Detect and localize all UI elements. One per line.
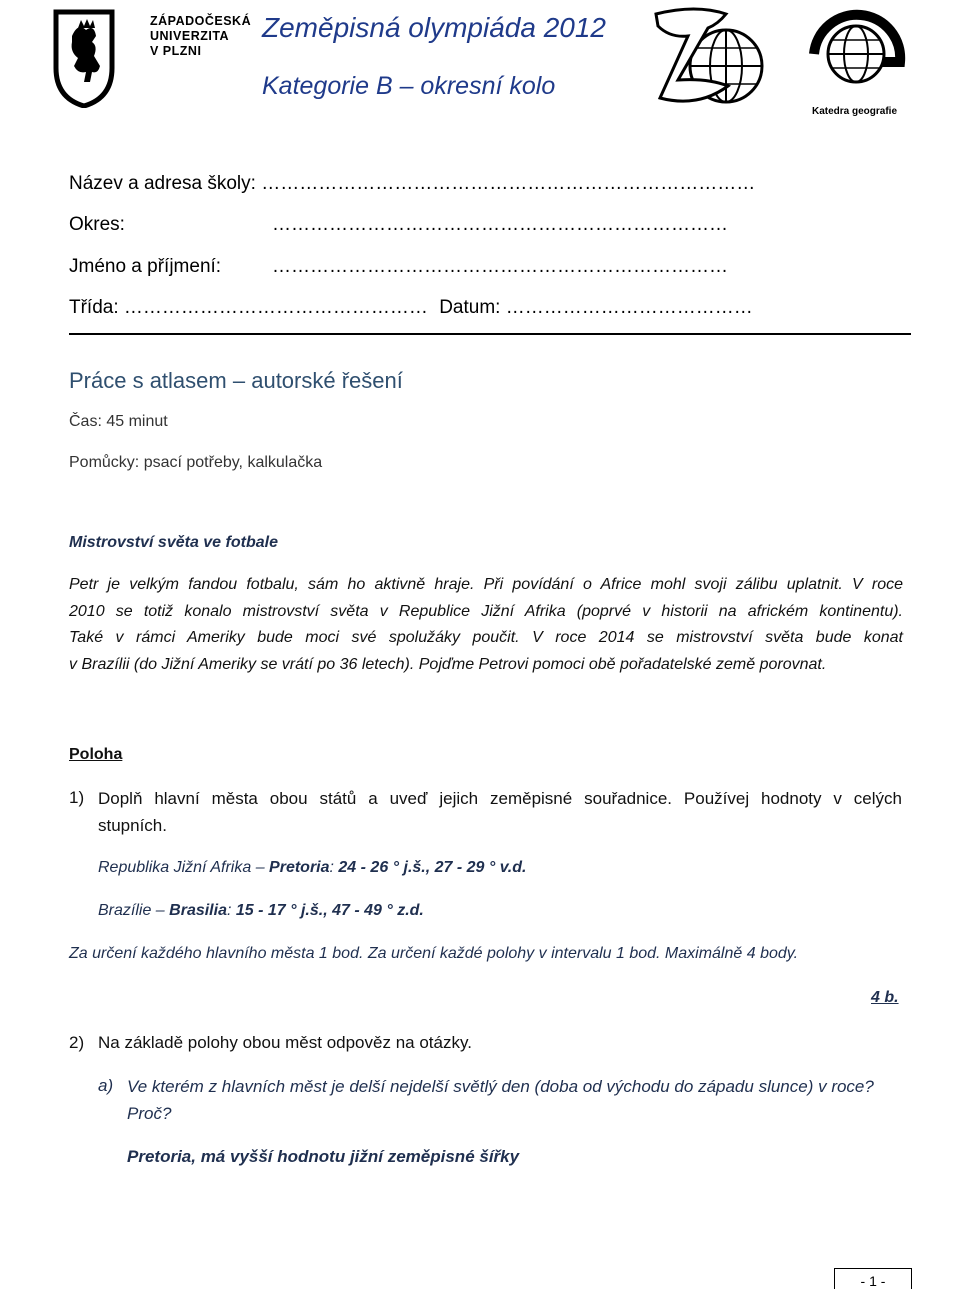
district-field[interactable] [69, 214, 125, 236]
question-2a-label: a) [98, 1076, 114, 1095]
intro-line: Petr je velkým fandou fotbalu, sám ho aktivně hraje. Při povídání o Africe mohl svoji zálibu uplatnit. V roce [69, 576, 903, 593]
university-logo [52, 8, 252, 112]
university-name-line: ZÁPADOČESKÁ [150, 14, 252, 28]
district-dots: ……………………………………………………………… [272, 214, 728, 235]
class-dots: ………………………………………… [123, 297, 428, 318]
rsa-colon: : [329, 859, 339, 876]
question-2a-line: Proč? [127, 1104, 172, 1123]
university-name-line: UNIVERZITA [150, 29, 230, 43]
points-badge: 4 b. [871, 989, 899, 1006]
rsa-capital: Pretoria [269, 859, 330, 876]
olympiad-logo [646, 4, 772, 122]
brazil-capital: Brasilia [169, 902, 227, 919]
olympiad-globe-icon [646, 4, 772, 122]
katedra-logo [804, 4, 912, 122]
question-2a-text [127, 1073, 907, 1127]
district-label: Okres: [69, 214, 125, 235]
school-field[interactable] [69, 173, 755, 195]
rsa-answer [98, 855, 526, 882]
time-info: Čas: 45 minut [69, 413, 168, 430]
heading-dash: – [232, 368, 252, 393]
page-number: - 1 - [860, 1273, 886, 1289]
university-crest-icon [52, 8, 116, 108]
name-dots: ……………………………………………………………… [272, 256, 728, 277]
page-title: Zeměpisná olympiáda 2012 [262, 12, 606, 43]
question-1-number: 1) [69, 788, 85, 807]
brazil-colon: : [226, 902, 236, 919]
question-2a-line: Ve kterém z hlavních měst je delší nejdelší světlý den (doba od východu do západu slunce) v roce? [127, 1077, 874, 1096]
intro-line: 2010 se totiž konalo mistrovství světa v Republice Jižní Afrika (poprvé v historii na africkém kontinentu). [69, 602, 903, 620]
question-2-text: Na základě polohy obou měst odpověz na otázky. [98, 1033, 472, 1052]
scoring-note: Za určení každého hlavního města 1 bod. Za určení každé polohy v intervalu 1 bod. Maximálně 4 body. [69, 945, 799, 962]
brazil-country: Brazílie – [98, 902, 165, 919]
header-divider [69, 333, 911, 335]
intro-line: v Brazílii (do Jižní Ameriky se vrátí po 36 letech). Pojďme Petrovi pomoci obě pořadatelské země porovnat. [69, 655, 827, 673]
tools-info: Pomůcky: psací potřeby, kalkulačka [69, 454, 323, 471]
section-heading-part1: Práce s atlasem [69, 368, 227, 393]
rsa-country: Republika Jižní Afrika – [98, 859, 265, 876]
question-2-number: 2) [69, 1033, 85, 1052]
question-1-line: Doplň hlavní města obou států a uveď jejich zeměpisné souřadnice. Používej hodnoty v celých [98, 789, 902, 808]
school-label: Název a adresa školy: [69, 173, 256, 194]
brazil-answer [98, 898, 424, 925]
date-label: Datum: [439, 297, 501, 318]
intro-paragraph [69, 572, 903, 678]
katedra-globe-icon [804, 4, 912, 104]
section-heading [69, 368, 403, 394]
page-number-box [834, 1268, 912, 1289]
university-name-line: V PLZNI [150, 44, 202, 58]
section-heading-part2: autorské řešení [251, 368, 403, 393]
question-1-text [98, 785, 902, 839]
question-2a-answer: Pretoria, má vyšší hodnotu jižní zeměpisné šířky [127, 1147, 520, 1166]
rsa-coords: 24 - 26 ° j.š., 27 - 29 ° v.d. [338, 859, 527, 876]
date-dots: ………………………………… [505, 297, 753, 318]
page-subtitle: Kategorie B – okresní kolo [262, 72, 556, 100]
katedra-logo-label: Katedra geografie [812, 106, 898, 117]
name-label: Jméno a příjmení: [69, 256, 222, 277]
poloha-heading: Poloha [69, 746, 123, 763]
intro-line: Také v rámci Ameriky bude moci své spolužáky poučit. V roce 2014 se mistrovství světa bude konat [69, 629, 903, 646]
brazil-coords: 15 - 17 ° j.š., 47 - 49 ° z.d. [235, 902, 424, 919]
intro-title: Mistrovství světa ve fotbale [69, 534, 278, 551]
school-dots: …………………………………………………………………… [261, 173, 756, 194]
question-1-line: stupních. [98, 816, 167, 835]
name-field[interactable] [69, 256, 221, 278]
class-label: Třída: [69, 297, 119, 318]
class-field[interactable] [69, 297, 753, 319]
